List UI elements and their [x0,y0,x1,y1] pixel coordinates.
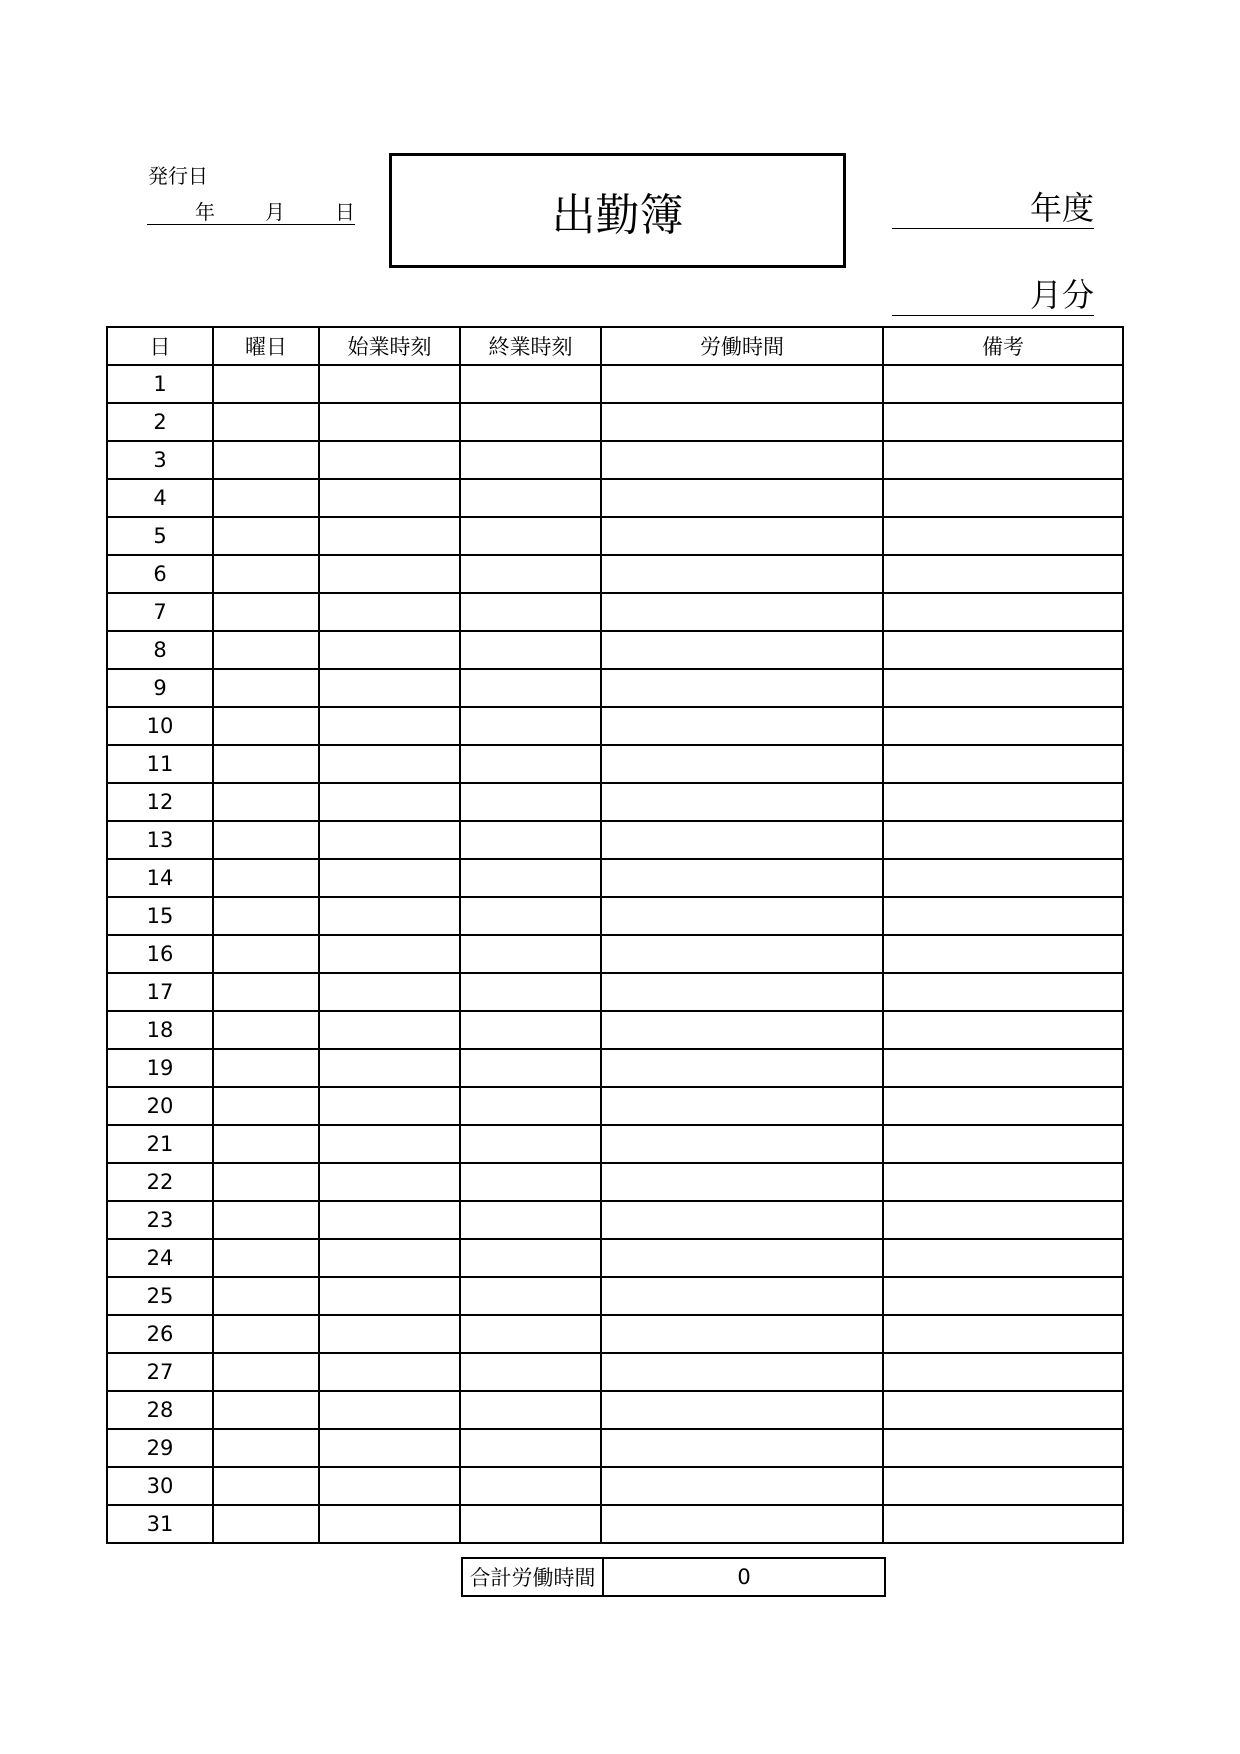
start-time-cell[interactable] [319,1391,460,1429]
end-time-cell[interactable] [460,517,601,555]
day-number-cell: 31 [107,1505,213,1543]
day-number-cell: 22 [107,1163,213,1201]
table-row [107,935,1123,973]
remarks-cell[interactable] [883,479,1123,517]
work-hours-cell[interactable] [601,593,883,631]
remarks-cell[interactable] [883,707,1123,745]
work-hours-cell[interactable] [601,707,883,745]
work-hours-cell[interactable] [601,973,883,1011]
column-header-work-hours: 労働時間 [601,327,883,365]
column-header-end-time: 終業時刻 [460,327,601,365]
issue-date-label: 発行日 [148,164,208,188]
weekday-cell[interactable] [213,1429,319,1467]
weekday-cell[interactable] [213,1391,319,1429]
work-hours-cell[interactable] [601,365,883,403]
day-number-cell: 28 [107,1391,213,1429]
table-row [107,479,1123,517]
start-time-cell[interactable] [319,1049,460,1087]
day-number-cell: 12 [107,783,213,821]
start-time-cell[interactable] [319,1505,460,1543]
table-row [107,897,1123,935]
table-row [107,1201,1123,1239]
attendance-table [106,326,1124,1544]
end-time-cell[interactable] [460,1049,601,1087]
day-number-cell: 29 [107,1429,213,1467]
end-time-cell[interactable] [460,1505,601,1543]
weekday-cell[interactable] [213,1011,319,1049]
remarks-cell[interactable] [883,1011,1123,1049]
weekday-cell[interactable] [213,1239,319,1277]
end-time-cell[interactable] [460,1125,601,1163]
day-number-cell: 8 [107,631,213,669]
document-title: 出勤簿 [389,153,846,268]
start-time-cell[interactable] [319,707,460,745]
start-time-cell[interactable] [319,517,460,555]
start-time-cell[interactable] [319,1429,460,1467]
remarks-cell[interactable] [883,365,1123,403]
work-hours-cell[interactable] [601,1467,883,1505]
start-time-cell[interactable] [319,859,460,897]
remarks-cell[interactable] [883,1125,1123,1163]
end-time-cell[interactable] [460,1163,601,1201]
remarks-cell[interactable] [883,1391,1123,1429]
table-row [107,1353,1123,1391]
end-time-cell[interactable] [460,1011,601,1049]
remarks-cell[interactable] [883,631,1123,669]
weekday-cell[interactable] [213,859,319,897]
remarks-cell[interactable] [883,745,1123,783]
weekday-cell[interactable] [213,479,319,517]
weekday-cell[interactable] [213,1163,319,1201]
work-hours-cell[interactable] [601,897,883,935]
table-row [107,555,1123,593]
start-time-cell[interactable] [319,631,460,669]
table-row [107,365,1123,403]
end-time-cell[interactable] [460,1201,601,1239]
total-row [461,1557,886,1597]
weekday-cell[interactable] [213,1125,319,1163]
work-hours-cell[interactable] [601,1163,883,1201]
end-time-cell[interactable] [460,1353,601,1391]
table-row [107,1125,1123,1163]
end-time-cell[interactable] [460,707,601,745]
remarks-cell[interactable] [883,1505,1123,1543]
end-time-cell[interactable] [460,935,601,973]
day-number-cell: 14 [107,859,213,897]
start-time-cell[interactable] [319,973,460,1011]
day-number-cell: 26 [107,1315,213,1353]
issue-date-field[interactable] [147,196,355,225]
remarks-cell[interactable] [883,1429,1123,1467]
start-time-cell[interactable] [319,593,460,631]
work-hours-cell[interactable] [601,935,883,973]
weekday-cell[interactable] [213,403,319,441]
remarks-cell[interactable] [883,1087,1123,1125]
weekday-cell[interactable] [213,1277,319,1315]
day-number-cell: 20 [107,1087,213,1125]
start-time-cell[interactable] [319,1467,460,1505]
table-row [107,1315,1123,1353]
work-hours-cell[interactable] [601,745,883,783]
end-time-cell[interactable] [460,555,601,593]
work-hours-cell[interactable] [601,1391,883,1429]
start-time-cell[interactable] [319,669,460,707]
remarks-cell[interactable] [883,973,1123,1011]
remarks-cell[interactable] [883,517,1123,555]
start-time-cell[interactable] [319,745,460,783]
total-work-hours-value[interactable]: 0 [603,1558,885,1596]
work-hours-cell[interactable] [601,555,883,593]
remarks-cell[interactable] [883,1163,1123,1201]
weekday-cell[interactable] [213,973,319,1011]
end-time-cell[interactable] [460,821,601,859]
work-hours-cell[interactable] [601,1429,883,1467]
work-hours-cell[interactable] [601,1239,883,1277]
day-number-cell: 5 [107,517,213,555]
weekday-cell[interactable] [213,365,319,403]
issue-year-label: 年 [195,200,215,224]
work-hours-cell[interactable] [601,1505,883,1543]
start-time-cell[interactable] [319,935,460,973]
table-row [107,783,1123,821]
end-time-cell[interactable] [460,1467,601,1505]
end-time-cell[interactable] [460,859,601,897]
work-hours-cell[interactable] [601,479,883,517]
weekday-cell[interactable] [213,1353,319,1391]
work-hours-cell[interactable] [601,1201,883,1239]
remarks-cell[interactable] [883,669,1123,707]
day-number-cell: 21 [107,1125,213,1163]
end-time-cell[interactable] [460,1315,601,1353]
column-header-day: 日 [107,327,213,365]
work-hours-cell[interactable] [601,1315,883,1353]
day-number-cell: 13 [107,821,213,859]
fiscal-year-field[interactable]: 年度 [892,188,1094,229]
work-hours-cell[interactable] [601,403,883,441]
table-row [107,1239,1123,1277]
end-time-cell[interactable] [460,1277,601,1315]
end-time-cell[interactable] [460,479,601,517]
end-time-cell[interactable] [460,1391,601,1429]
total-work-hours-label: 合計労働時間 [462,1558,603,1596]
weekday-cell[interactable] [213,555,319,593]
table-row [107,1429,1123,1467]
day-number-cell: 1 [107,365,213,403]
day-number-cell: 30 [107,1467,213,1505]
remarks-cell[interactable] [883,593,1123,631]
start-time-cell[interactable] [319,1011,460,1049]
start-time-cell[interactable] [319,479,460,517]
start-time-cell[interactable] [319,403,460,441]
end-time-cell[interactable] [460,1087,601,1125]
remarks-cell[interactable] [883,821,1123,859]
remarks-cell[interactable] [883,403,1123,441]
table-row [107,707,1123,745]
work-hours-cell[interactable] [601,1087,883,1125]
end-time-cell[interactable] [460,1239,601,1277]
work-hours-cell[interactable] [601,1125,883,1163]
issue-day-label: 日 [335,200,355,224]
work-hours-cell[interactable] [601,783,883,821]
day-number-cell: 7 [107,593,213,631]
end-time-cell[interactable] [460,365,601,403]
weekday-cell[interactable] [213,1505,319,1543]
table-row [107,745,1123,783]
start-time-cell[interactable] [319,1201,460,1239]
work-hours-cell[interactable] [601,1353,883,1391]
weekday-cell[interactable] [213,1087,319,1125]
table-row [107,1011,1123,1049]
start-time-cell[interactable] [319,555,460,593]
table-row [107,403,1123,441]
day-number-cell: 27 [107,1353,213,1391]
work-hours-cell[interactable] [601,859,883,897]
remarks-cell[interactable] [883,897,1123,935]
column-header-start-time: 始業時刻 [319,327,460,365]
table-row [107,669,1123,707]
work-hours-cell[interactable] [601,669,883,707]
work-hours-cell[interactable] [601,517,883,555]
weekday-cell[interactable] [213,1049,319,1087]
work-hours-cell[interactable] [601,1277,883,1315]
day-number-cell: 18 [107,1011,213,1049]
remarks-cell[interactable] [883,859,1123,897]
weekday-cell[interactable] [213,631,319,669]
start-time-cell[interactable] [319,897,460,935]
weekday-cell[interactable] [213,783,319,821]
weekday-cell[interactable] [213,745,319,783]
remarks-cell[interactable] [883,1239,1123,1277]
work-hours-cell[interactable] [601,821,883,859]
remarks-cell[interactable] [883,1049,1123,1087]
remarks-cell[interactable] [883,935,1123,973]
weekday-cell[interactable] [213,897,319,935]
weekday-cell[interactable] [213,707,319,745]
day-number-cell: 11 [107,745,213,783]
end-time-cell[interactable] [460,631,601,669]
end-time-cell[interactable] [460,897,601,935]
day-number-cell: 16 [107,935,213,973]
end-time-cell[interactable] [460,441,601,479]
start-time-cell[interactable] [319,441,460,479]
table-row [107,973,1123,1011]
month-field[interactable]: 月分 [892,275,1094,316]
weekday-cell[interactable] [213,441,319,479]
work-hours-cell[interactable] [601,1011,883,1049]
table-row [107,1163,1123,1201]
table-row [107,441,1123,479]
work-hours-cell[interactable] [601,1049,883,1087]
end-time-cell[interactable] [460,973,601,1011]
start-time-cell[interactable] [319,821,460,859]
remarks-cell[interactable] [883,555,1123,593]
day-number-cell: 24 [107,1239,213,1277]
remarks-cell[interactable] [883,1353,1123,1391]
weekday-cell[interactable] [213,1201,319,1239]
weekday-cell[interactable] [213,935,319,973]
start-time-cell[interactable] [319,1125,460,1163]
work-hours-cell[interactable] [601,631,883,669]
end-time-cell[interactable] [460,745,601,783]
column-header-weekday: 曜日 [213,327,319,365]
start-time-cell[interactable] [319,1277,460,1315]
weekday-cell[interactable] [213,593,319,631]
table-row [107,1467,1123,1505]
table-row [107,1391,1123,1429]
day-number-cell: 2 [107,403,213,441]
table-row [107,1505,1123,1543]
day-number-cell: 4 [107,479,213,517]
start-time-cell[interactable] [319,1239,460,1277]
start-time-cell[interactable] [319,1163,460,1201]
column-header-remarks: 備考 [883,327,1123,365]
table-row [107,593,1123,631]
day-number-cell: 19 [107,1049,213,1087]
remarks-cell[interactable] [883,441,1123,479]
day-number-cell: 10 [107,707,213,745]
issue-month-label: 月 [265,200,285,224]
table-row [107,821,1123,859]
day-number-cell: 6 [107,555,213,593]
remarks-cell[interactable] [883,783,1123,821]
end-time-cell[interactable] [460,593,601,631]
remarks-cell[interactable] [883,1467,1123,1505]
remarks-cell[interactable] [883,1315,1123,1353]
day-number-cell: 17 [107,973,213,1011]
end-time-cell[interactable] [460,1429,601,1467]
start-time-cell[interactable] [319,783,460,821]
table-row [107,1277,1123,1315]
end-time-cell[interactable] [460,783,601,821]
start-time-cell[interactable] [319,1087,460,1125]
start-time-cell[interactable] [319,1315,460,1353]
day-number-cell: 23 [107,1201,213,1239]
table-row [107,859,1123,897]
table-row [107,1087,1123,1125]
day-number-cell: 3 [107,441,213,479]
remarks-cell[interactable] [883,1201,1123,1239]
table-row [107,631,1123,669]
start-time-cell[interactable] [319,1353,460,1391]
weekday-cell[interactable] [213,1315,319,1353]
remarks-cell[interactable] [883,1277,1123,1315]
start-time-cell[interactable] [319,365,460,403]
work-hours-cell[interactable] [601,441,883,479]
table-row [107,517,1123,555]
weekday-cell[interactable] [213,821,319,859]
day-number-cell: 9 [107,669,213,707]
end-time-cell[interactable] [460,669,601,707]
weekday-cell[interactable] [213,669,319,707]
day-number-cell: 15 [107,897,213,935]
weekday-cell[interactable] [213,517,319,555]
weekday-cell[interactable] [213,1467,319,1505]
table-header-row [107,327,1123,365]
end-time-cell[interactable] [460,403,601,441]
day-number-cell: 25 [107,1277,213,1315]
table-row [107,1049,1123,1087]
